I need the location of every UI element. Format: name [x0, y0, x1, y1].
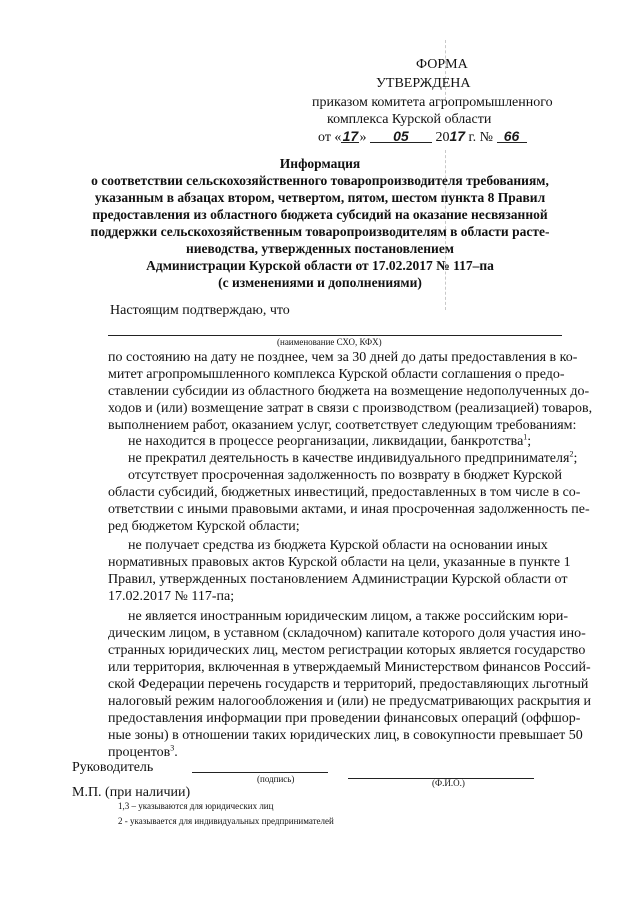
order-line-1: приказом комитета агропромышленного [312, 95, 553, 110]
punct: . [174, 745, 178, 760]
title-line-3: указанным в абзацах втором, четвертом, пятом, шестом пункта 8 Правил [94, 190, 546, 205]
body-line: странных юридических лиц, местом регистрации которых является государство [108, 643, 586, 658]
title-line-4: предоставления из областного бюджета субсидий на оказание несвязанной [92, 207, 548, 222]
signature-field [192, 772, 328, 773]
footnote-ref: 1 [523, 432, 528, 442]
body-line: Правил, утвержденных постановлением Администрации Курской области от [108, 572, 568, 587]
body-line: 17.02.2017 № 117-па; [108, 589, 235, 604]
body-line: нормативных правовых актов Курской области на цели, указанные в пункте 1 [108, 555, 571, 570]
punct: ; [527, 434, 532, 449]
body-line: области субсидий, бюджетных инвестиций, предоставленных в том числе в со- [108, 485, 581, 500]
title-line-5: поддержки сельскохозяйственным товаропроизводителям в области расте- [90, 224, 550, 239]
requirement-line: не получает средства из бюджета Курской области на основании иных [128, 538, 548, 553]
signature-caption: (подпись) [257, 774, 295, 784]
title-line-1: Информация [279, 156, 361, 171]
body-line-last [108, 745, 178, 761]
form-label: ФОРМА [416, 57, 468, 72]
body-line: ные зоны) в отношении таких юридических лиц, в совокупности превышает 50 [108, 728, 583, 743]
footnote-2: 2 - указывается для индивидуальных предпринимателей [118, 816, 334, 826]
requirement-text: не прекратил деятельность в качестве индивидуального предпринимателя [128, 451, 570, 466]
punct: ; [573, 451, 578, 466]
quote-close: » [359, 130, 367, 145]
order-date-line [318, 128, 527, 146]
body-line: ответствии с иными правовыми актами, и иная просроченная задолженность пе- [108, 502, 590, 517]
requirement-text: не находится в процессе реорганизации, ликвидации, банкротства [128, 434, 524, 449]
footnote-ref: 2 [569, 449, 574, 459]
title-line-6: ниеводства, утвержденных постановлением [185, 241, 455, 256]
date-prefix: от « [318, 130, 342, 145]
title-line-8: (с изменениями и дополнениями) [218, 275, 422, 290]
year-prefix: 20 [435, 130, 450, 145]
requirement-item [128, 434, 531, 450]
approved-label: УТВЕРЖДЕНА [376, 76, 471, 91]
date-day: 17 [342, 128, 359, 144]
date-month: 05 [370, 128, 432, 143]
requirement-line: отсутствует просроченная задолженность по возврату в бюджет Курской [128, 468, 562, 483]
body-line: ред бюджетом Курской области; [108, 519, 300, 534]
body-line: или территория, включенная в утверждаемый Министерством финансов Россий- [108, 660, 591, 675]
footnote-1: 1,3 – указываются для юридических лиц [118, 801, 274, 811]
title-line-7: Администрации Курской области от 17.02.2017 № 117–па [146, 258, 494, 273]
organization-name-caption: (наименование СХО, КФХ) [277, 337, 382, 347]
order-number: 66 [497, 128, 527, 143]
body-line: предоставления информации при проведении финансовых операций (оффшор- [108, 711, 581, 726]
confirm-text: Настоящим подтверждаю, что [110, 303, 290, 318]
body-text: процентов [108, 745, 171, 760]
body-line: ходов и (или) возмещение затрат в связи с производством (реализацией) товаров, [108, 401, 593, 416]
requirement-line: не является иностранным юридическим лицом, а также российским юри- [128, 609, 569, 624]
seal-label: М.П. (при наличии) [72, 785, 191, 800]
body-line: выполнением работ, оказанием услуг, соответствует следующим требованиям: [108, 418, 577, 433]
body-line: митет агропромышленного комплекса Курской области соглашения о предо- [108, 367, 565, 382]
body-line: по состоянию на дату не позднее, чем за 30 дней до даты предоставления в ко- [108, 350, 578, 365]
order-line-2: комплекса Курской области [327, 112, 492, 127]
requirement-item [128, 451, 577, 467]
body-line: ской Федерации перечень государств и территорий, предоставляющих льготный [108, 677, 589, 692]
year-suffix: 17 [449, 128, 466, 144]
body-line: ставлении субсидии из областного бюджета на возмещение недополученных до- [108, 384, 590, 399]
full-name-caption: (Ф.И.О.) [432, 778, 465, 788]
number-prefix: г. № [468, 130, 494, 145]
body-line: дическим лицом, в уставном (складочном) капитале которого доля участия ино- [108, 626, 586, 641]
footnote-ref: 3 [170, 743, 175, 753]
title-line-2: о соответствии сельскохозяйственного товаропроизводителя требованиям, [91, 173, 549, 188]
head-label: Руководитель [72, 760, 154, 775]
organization-name-field [108, 335, 562, 336]
body-line: налоговый режим налогообложения и (или) не предусматривающих раскрытия и [108, 694, 591, 709]
